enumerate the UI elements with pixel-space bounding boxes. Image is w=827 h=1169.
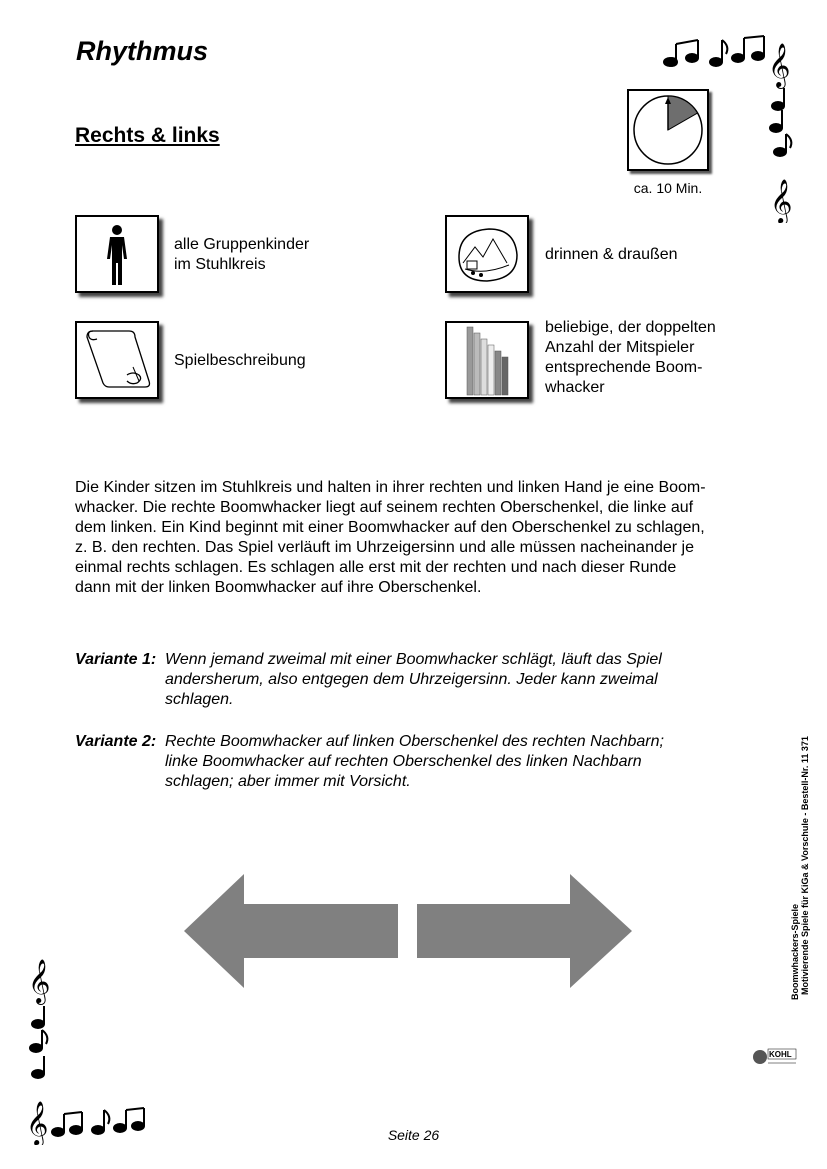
group-label: alle Gruppenkinder im Stuhlkreis [174,236,310,273]
publisher-logo [752,1045,798,1069]
page-number: Seite 26 [387,1127,440,1143]
variant-2-label: Variante 2: [75,733,157,750]
direction-arrows [180,870,640,995]
group-icon-box [75,215,159,293]
svg-text:𝄞: 𝄞 [770,179,793,223]
clock-icon [629,91,707,169]
location-label: drinnen & draußen [545,246,678,263]
landscape-icon [447,217,527,291]
right-arrow-icon [417,874,632,988]
duration-clock [627,89,709,171]
person-icon [77,217,157,291]
boomwhackers-icon [447,323,527,397]
variant-1-label: Variante 1: [75,651,157,668]
series-subtitle: Motivierende Spiele für KiGa & Vorschule - Bestell-Nr. 11 371 [800,736,810,995]
material-icon-box [445,321,529,399]
material-label: beliebige, der doppelten Anzahl der Mitspieler entsprechende Boom- whacker [545,319,716,396]
description-label: Spielbeschreibung [174,352,306,369]
game-title: Rechts & links [75,124,220,147]
music-notes-decoration-bottom [24,950,149,1145]
svg-text:𝄞: 𝄞 [28,959,51,1003]
publisher-name: KOHL [769,1050,792,1059]
location-icon-box [445,215,529,293]
left-arrow-icon [184,874,398,988]
scroll-icon [77,323,157,397]
series-title: Boomwhackers-Spiele [790,903,800,1000]
game-description: Die Kinder sitzen im Stuhlkreis und halten in ihrer rechten und linken Hand je eine Boom- whacker. Die rechte Boomwhacker liegt auf seinem rechten Oberschenkel, die linke auf dem linken. Ein Kind beginnt mit einer Boomwhacker auf den Oberschenkel zu schlagen, z. B. den rechten. Das Spiel verläuft im Uhrzeigersinn und alle müssen nacheinander je einmal rechts schlagen. Es schlagen alle erst mit der rechten und nach dieser Runde dann mit der linken Boomwhacker auf ihre Oberschenkel. [75,479,706,596]
duration-label: ca. 10 Min. [633,180,703,196]
page-title: Rhythmus [76,36,209,66]
variant-1-text: Wenn jemand zweimal mit einer Boomwhacker schlägt, läuft das Spiel andersherum, also entgegen dem Uhrzeigersinn. Jeder kann zweimal schlagen. [165,651,662,708]
variant-2-text: Rechte Boomwhacker auf linken Oberschenkel des rechten Nachbarn; linke Boomwhacker auf rechten Oberschenkel des linken Nachbarn schlagen; aber immer mit Vorsicht. [165,733,664,790]
publisher-logo-icon [752,1045,798,1069]
description-icon-box [75,321,159,399]
svg-text:𝄞: 𝄞 [26,1101,49,1145]
svg-text:𝄞: 𝄞 [768,43,791,87]
